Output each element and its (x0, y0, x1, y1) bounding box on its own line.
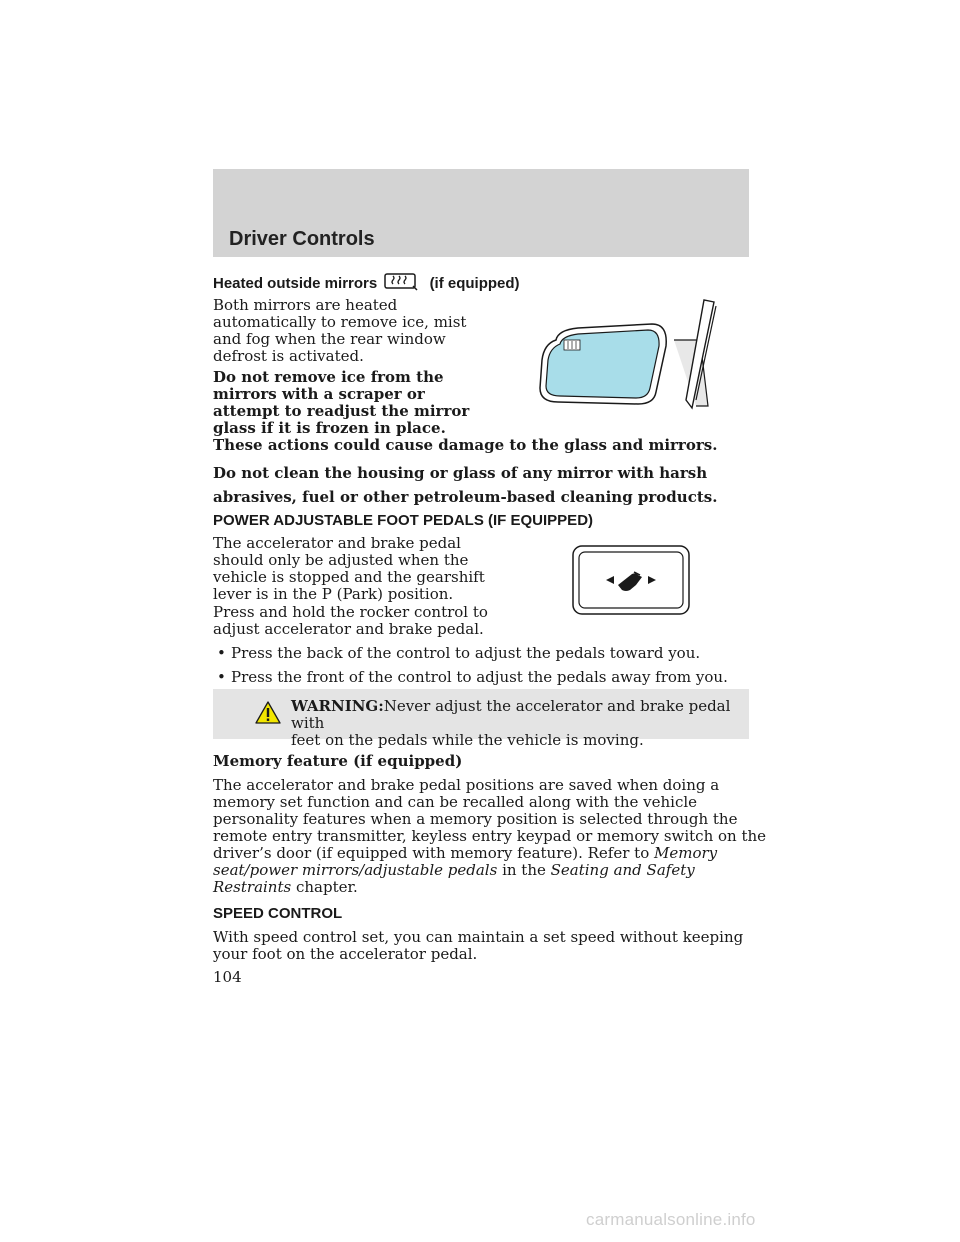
pedal-rocker-control-illustration (572, 545, 692, 617)
speed-control-heading: SPEED CONTROL (213, 905, 343, 922)
page-number: 104 (213, 968, 242, 986)
heated-mirror-icon (383, 272, 419, 292)
heated-mirrors-heading-suffix: (if equipped) (429, 275, 520, 292)
pedals-bullet-2: Press the front of the control to adjust the pedals away from you. (231, 668, 728, 686)
heated-mirrors-heading (213, 272, 520, 292)
reference-link-text: Memory (654, 844, 718, 862)
text-line: These actions could cause damage to the glass and mirrors. (213, 436, 718, 454)
text-line: driver’s door (if equipped with memory feature). Refer to (213, 844, 655, 862)
text-line: The accelerator and brake pedal positions are saved when doing a (213, 776, 720, 794)
text-line: lever is in the P (Park) position. (213, 585, 454, 603)
section-title: Driver Controls (229, 228, 375, 250)
text-line: should only be adjusted when the (213, 551, 469, 569)
warning-line-2: feet on the pedals while the vehicle is moving. (291, 731, 644, 749)
mirror-illustration (528, 296, 728, 412)
text-line: vehicle is stopped and the gearshift (213, 568, 485, 586)
text-line: and fog when the rear window (213, 330, 446, 348)
reference-chapter-text: Restraints (213, 878, 292, 896)
warning-label: WARNING: (291, 697, 384, 715)
reference-chapter-text: Seating and Safety (550, 861, 695, 879)
bullet-marker: • (217, 668, 226, 686)
text-line: abrasives, fuel or other petroleum-based cleaning products. (213, 488, 718, 506)
text-line: chapter. (291, 878, 358, 896)
text-line: Press and hold the rocker control to (213, 603, 488, 621)
mirror-defrost-icon (564, 340, 580, 350)
heated-mirrors-heading-text: Heated outside mirrors (213, 275, 378, 292)
text-line: mirrors with a scraper or (213, 385, 425, 403)
text-line: memory set function and can be recalled along with the vehicle (213, 793, 698, 811)
section-header-band (213, 169, 749, 257)
warning-box (213, 689, 749, 749)
pedals-bullet-1: Press the back of the control to adjust the pedals toward you. (231, 644, 701, 662)
text-line: defrost is activated. (213, 347, 364, 365)
text-line: in the (497, 861, 551, 879)
text-line: The accelerator and brake pedal (213, 534, 461, 552)
text-line: Both mirrors are heated (213, 296, 398, 314)
pedals-press-instructions (213, 604, 488, 638)
heated-mirrors-intro (213, 297, 466, 365)
speed-control-paragraph (213, 929, 743, 963)
text-line: your foot on the accelerator pedal. (213, 945, 478, 963)
text-line: automatically to remove ice, mist (213, 313, 467, 331)
text-line: Do not clean the housing or glass of any mirror with harsh (213, 464, 708, 482)
warning-triangle-icon (254, 700, 282, 725)
text-line: Do not remove ice from the (213, 368, 444, 386)
text-line: personality features when a memory position is selected through the (213, 810, 738, 828)
text-line: attempt to readjust the mirror (213, 402, 470, 420)
pedals-intro (213, 535, 485, 603)
text-line: adjust accelerator and brake pedal. (213, 620, 484, 638)
reference-link-text: seat/power mirrors/adjustable pedals (213, 861, 498, 879)
text-line: With speed control set, you can maintain a set speed without keeping (213, 928, 744, 946)
heated-mirrors-caution-2 (213, 461, 717, 509)
bullet-marker: • (217, 644, 226, 662)
footer-watermark: carmanualsonline.info (586, 1210, 756, 1229)
text-line: remote entry transmitter, keyless entry keypad or memory switch on the (213, 827, 767, 845)
warning-text (291, 698, 749, 749)
pedals-heading: POWER ADJUSTABLE FOOT PEDALS (IF EQUIPPED) (213, 512, 594, 529)
memory-heading: Memory feature (if equipped) (213, 752, 463, 770)
warning-line-1: Never adjust the accelerator and brake pedal with (291, 697, 731, 732)
text-line: glass if it is frozen in place. (213, 419, 446, 437)
memory-paragraph (213, 777, 766, 896)
